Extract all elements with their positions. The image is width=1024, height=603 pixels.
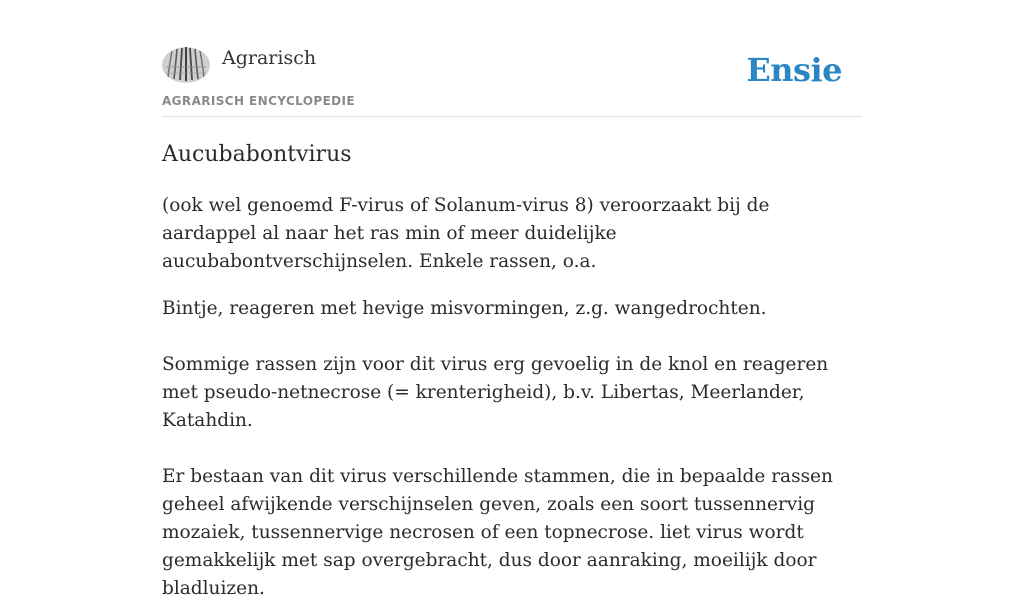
page-title: Aucubabontvirus xyxy=(162,142,352,167)
article-paragraph: Sommige rassen zijn voor dit virus erg gevoelig in de knol en reageren met pseudo-netnecrose (= krenterigheid), b.v. Libertas, Meerlander, Katahdin. xyxy=(162,354,829,431)
site-subtitle: AGRARISCH ENCYCLOPEDIE xyxy=(162,94,355,108)
article-paragraph: Bintje, reageren met hevige misvormingen, z.g. wangedrochten. xyxy=(162,298,767,319)
article-body xyxy=(162,192,862,603)
site-header xyxy=(162,0,862,117)
brand-logo-link[interactable]: Ensie xyxy=(746,51,842,89)
site-name[interactable]: Agrarisch xyxy=(222,47,317,69)
article-paragraph: (ook wel genoemd F-virus of Solanum-virus 8) veroorzaakt bij de aardappel al naar het ras min of meer duidelijke aucubabontverschijnselen. Enkele rassen, o.a. xyxy=(162,195,770,272)
article-paragraph: Er bestaan van dit virus verschillende stammen, die in bepaalde rassen geheel afwijkende verschijnselen geven, zoals een soort tussennervig mozaiek, tussennervige necrosen of een topnecrose. liet virus wordt gemakkelijk met sap overgebracht, dus door aanraking, moeilijk door bladluizen. xyxy=(162,466,833,599)
page xyxy=(162,0,862,599)
wheat-sheaf-logo-icon[interactable] xyxy=(162,47,210,83)
